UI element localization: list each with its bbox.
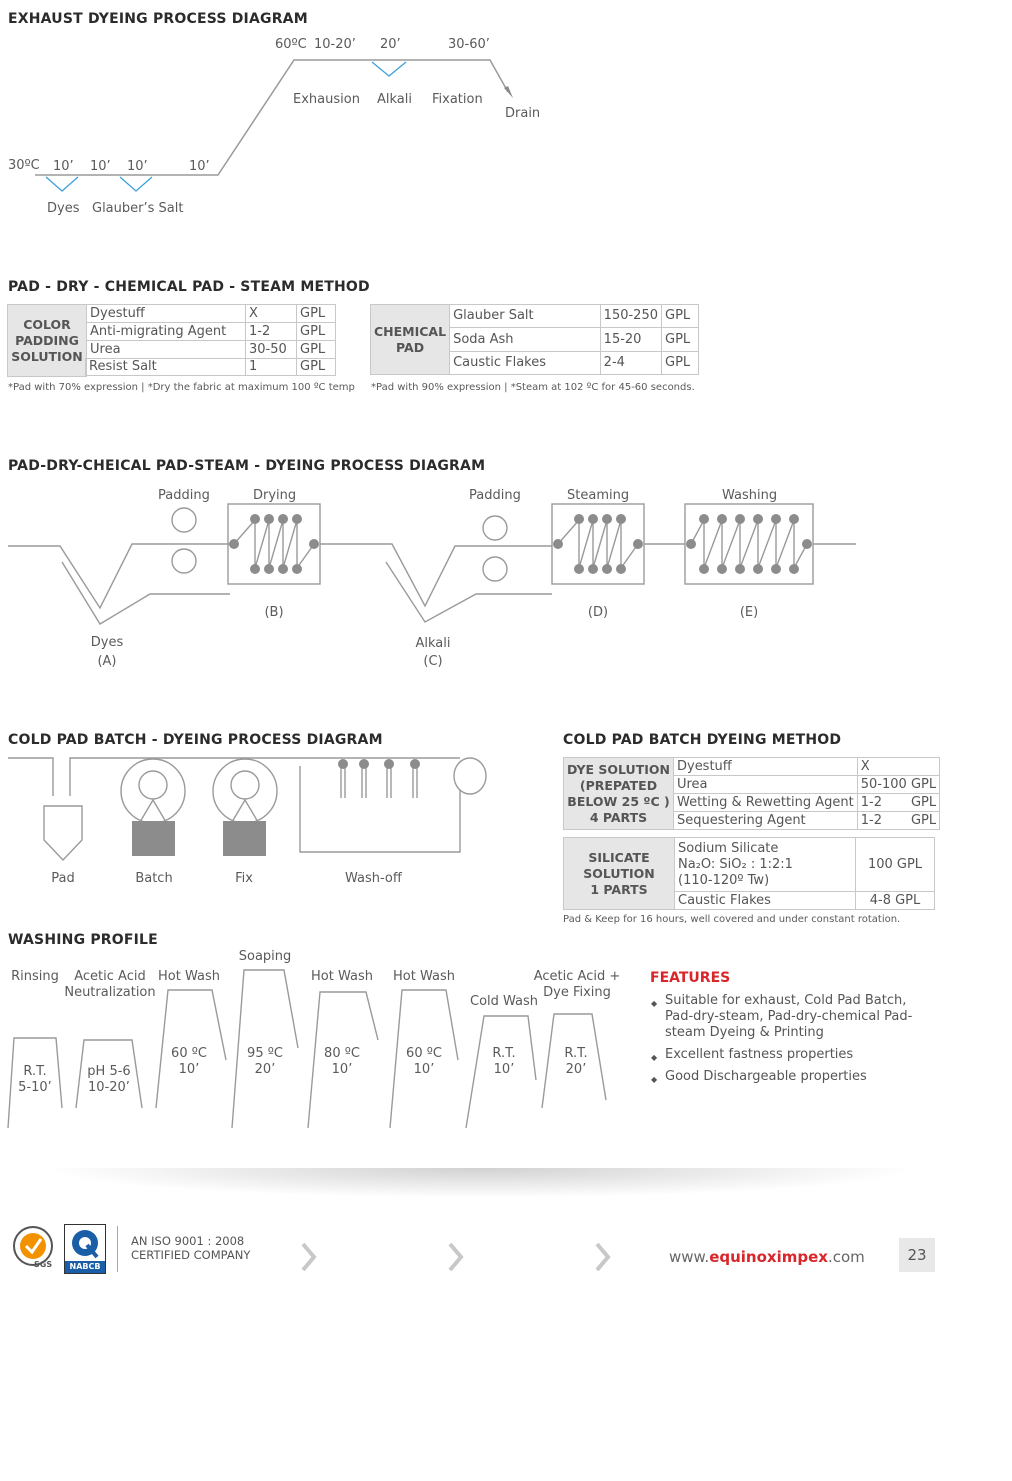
pdcps-title: PAD - DRY - CHEMICAL PAD - STEAM METHOD <box>8 279 370 295</box>
chemical-pad-note: *Pad with 90% expression | *Steam at 102 ºC for 45-60 seconds. <box>371 382 695 393</box>
wash-step-label: Neutralization <box>64 985 156 1000</box>
dyes-label: Dyes <box>90 635 124 650</box>
table-cell: GPL <box>896 812 940 830</box>
wash-step-value: R.T. <box>564 1046 588 1061</box>
wash-step-value: 5-10’ <box>18 1080 52 1095</box>
exhaust-time-high-2: 20’ <box>380 37 401 52</box>
exhaust-alkali-label: Alkali <box>377 92 412 107</box>
table-cell: Sequestering Agent <box>673 812 857 830</box>
wash-step-label: Hot Wash <box>158 969 220 984</box>
website-link[interactable]: www.equinoximpex.com <box>669 1248 865 1266</box>
table-cell: 100 GPL <box>856 838 935 892</box>
washing-label: Washing <box>722 488 778 503</box>
table-cell: Urea <box>673 776 857 794</box>
exhaust-dyes-label: Dyes <box>47 201 80 216</box>
chemical-pad-head: CHEMICAL PAD <box>371 305 450 375</box>
exhaust-drain-label: Drain <box>505 106 541 121</box>
table-cell: 150-250 <box>600 305 661 328</box>
exhaust-time-high-1: 10-20’ <box>314 37 356 52</box>
marker-a: (A) <box>97 654 117 669</box>
exhaust-time-high-3: 30-60’ <box>448 37 490 52</box>
table-cell: X <box>857 758 939 776</box>
wash-step-value: 80 ºC <box>324 1046 360 1061</box>
table-cell: GPL <box>662 352 699 375</box>
marker-e: (E) <box>739 605 759 620</box>
wash-step-value: R.T. <box>23 1064 47 1079</box>
wash-step-label: Acetic Acid + <box>533 969 621 984</box>
marker-d: (D) <box>587 605 609 620</box>
exhaust-temp-low: 30ºC <box>8 158 40 173</box>
table-cell: 30-50 <box>246 341 297 359</box>
table-cell: Anti-migrating Agent <box>87 323 246 341</box>
table-cell: Resist Salt <box>86 359 246 376</box>
iso-text: AN ISO 9001 : 2008 CERTIFIED COMPANY <box>131 1234 251 1262</box>
dye-solution-head: DYE SOLUTION (PREPATED BELOW 25 ºC ) 4 PARTS <box>564 758 674 830</box>
padding-label-2: Padding <box>469 488 521 503</box>
silicate-lines: Sodium Silicate Na₂O: SiO₂ : 1:2:1 (110-120º Tw) <box>675 838 856 892</box>
table-cell: Caustic Flakes <box>450 352 601 375</box>
table-cell: GPL <box>297 359 336 376</box>
table-cell: 2-4 <box>600 352 661 375</box>
table-cell: GPL <box>297 323 336 341</box>
wash-step-value: 60 ºC <box>406 1046 442 1061</box>
wash-step-value: 10’ <box>493 1062 515 1077</box>
table-cell: 1-2 <box>857 812 895 830</box>
exhaust-time-low-4: 10’ <box>189 159 210 174</box>
table-cell: 50-100 GPL <box>857 776 939 794</box>
fix-label: Fix <box>235 871 253 886</box>
cpb-diagram-title: COLD PAD BATCH - DYEING PROCESS DIAGRAM <box>8 732 383 748</box>
page-number: 23 <box>899 1238 935 1272</box>
table-cell: Dyestuff <box>87 305 246 323</box>
table-cell: Soda Ash <box>450 328 601 352</box>
table-cell: X <box>246 305 297 323</box>
table-cell: GPL <box>297 341 336 359</box>
cpb-method-title: COLD PAD BATCH DYEING METHOD <box>563 732 842 748</box>
table-cell: Wetting & Rewetting Agent <box>673 794 857 812</box>
table-cell: GPL <box>896 794 940 812</box>
features-title: FEATURES <box>650 970 731 986</box>
pad-label: Pad <box>51 871 75 886</box>
feature-item: ◆ Good Dischargeable properties <box>665 1069 915 1085</box>
exhaust-title: EXHAUST DYEING PROCESS DIAGRAM <box>8 11 308 27</box>
exhaust-temp-high: 60ºC <box>275 37 307 52</box>
wash-step-label: Hot Wash <box>311 969 373 984</box>
wash-step-value: 60 ºC <box>171 1046 207 1061</box>
wash-step-label: Acetic Acid <box>74 969 146 984</box>
marker-b: (B) <box>264 605 284 620</box>
cpb-method-note: Pad & Keep for 16 hours, well covered and under constant rotation. <box>563 914 901 925</box>
sgs-text: SGS <box>34 1260 53 1269</box>
wash-step-value: pH 5-6 <box>87 1064 131 1079</box>
wash-step-label: Rinsing <box>11 969 59 984</box>
exhaust-time-low-2: 10’ <box>90 159 111 174</box>
table-cell: 1-2 <box>246 323 297 341</box>
table-cell: Dyestuff <box>673 758 857 776</box>
wash-step-value: 10’ <box>178 1062 200 1077</box>
silicate-solution-head: SILICATE SOLUTION 1 PARTS <box>564 838 675 910</box>
wash-step-label: Hot Wash <box>393 969 455 984</box>
wash-step-value: 10-20’ <box>88 1080 130 1095</box>
table-cell: Urea <box>87 341 246 359</box>
table-cell: GPL <box>662 328 699 352</box>
table-cell: GPL <box>297 305 336 323</box>
exhaust-exhausion-label: Exhausion <box>293 92 360 107</box>
wash-step-label: Soaping <box>238 949 292 964</box>
padding-label-1: Padding <box>158 488 210 503</box>
marker-c: (C) <box>423 654 443 669</box>
pdcps-diagram-title: PAD-DRY-CHEICAL PAD-STEAM - DYEING PROCESS DIAGRAM <box>8 458 486 474</box>
table-cell: Glauber Salt <box>450 305 601 328</box>
exhaust-fixation-label: Fixation <box>432 92 483 107</box>
table-cell: GPL <box>662 305 699 328</box>
wash-step-value: 10’ <box>331 1062 353 1077</box>
exhaust-time-low-1: 10’ <box>53 159 74 174</box>
table-cell: Caustic Flakes <box>675 892 856 910</box>
table-cell: 1 <box>246 359 297 376</box>
batch-label: Batch <box>135 871 173 886</box>
alkali-label: Alkali <box>415 636 451 651</box>
wash-step-value: 95 ºC <box>247 1046 283 1061</box>
color-padding-note: *Pad with 70% expression | *Dry the fabric at maximum 100 ºC temp <box>8 382 355 393</box>
washoff-label: Wash-off <box>345 871 402 886</box>
wash-step-value: R.T. <box>492 1046 516 1061</box>
feature-item: ◆ Suitable for exhaust, Cold Pad Batch, Pad-dry-steam, Pad-dry-chemical Pad-steam Dyeing & Printing <box>665 993 915 1041</box>
drying-label: Drying <box>253 488 297 503</box>
color-padding-head: COLOR PADDING SOLUTION <box>8 305 87 377</box>
exhaust-glauber-label: Glauber’s Salt <box>92 201 184 216</box>
steaming-label: Steaming <box>567 488 630 503</box>
washing-title: WASHING PROFILE <box>8 932 158 948</box>
wash-step-value: 20’ <box>254 1062 276 1077</box>
table-cell: 4-8 GPL <box>856 892 935 910</box>
exhaust-time-low-3: 10’ <box>127 159 148 174</box>
wash-step-label: Cold Wash <box>470 994 539 1009</box>
wash-step-value: 20’ <box>565 1062 587 1077</box>
wash-step-value: 10’ <box>413 1062 435 1077</box>
table-cell: 15-20 <box>600 328 661 352</box>
nabcb-text: NABCB <box>65 1261 105 1273</box>
wash-step-label: Dye Fixing <box>543 985 611 1000</box>
feature-item: ◆ Excellent fastness properties <box>665 1047 915 1063</box>
table-cell: 1-2 <box>857 794 895 812</box>
